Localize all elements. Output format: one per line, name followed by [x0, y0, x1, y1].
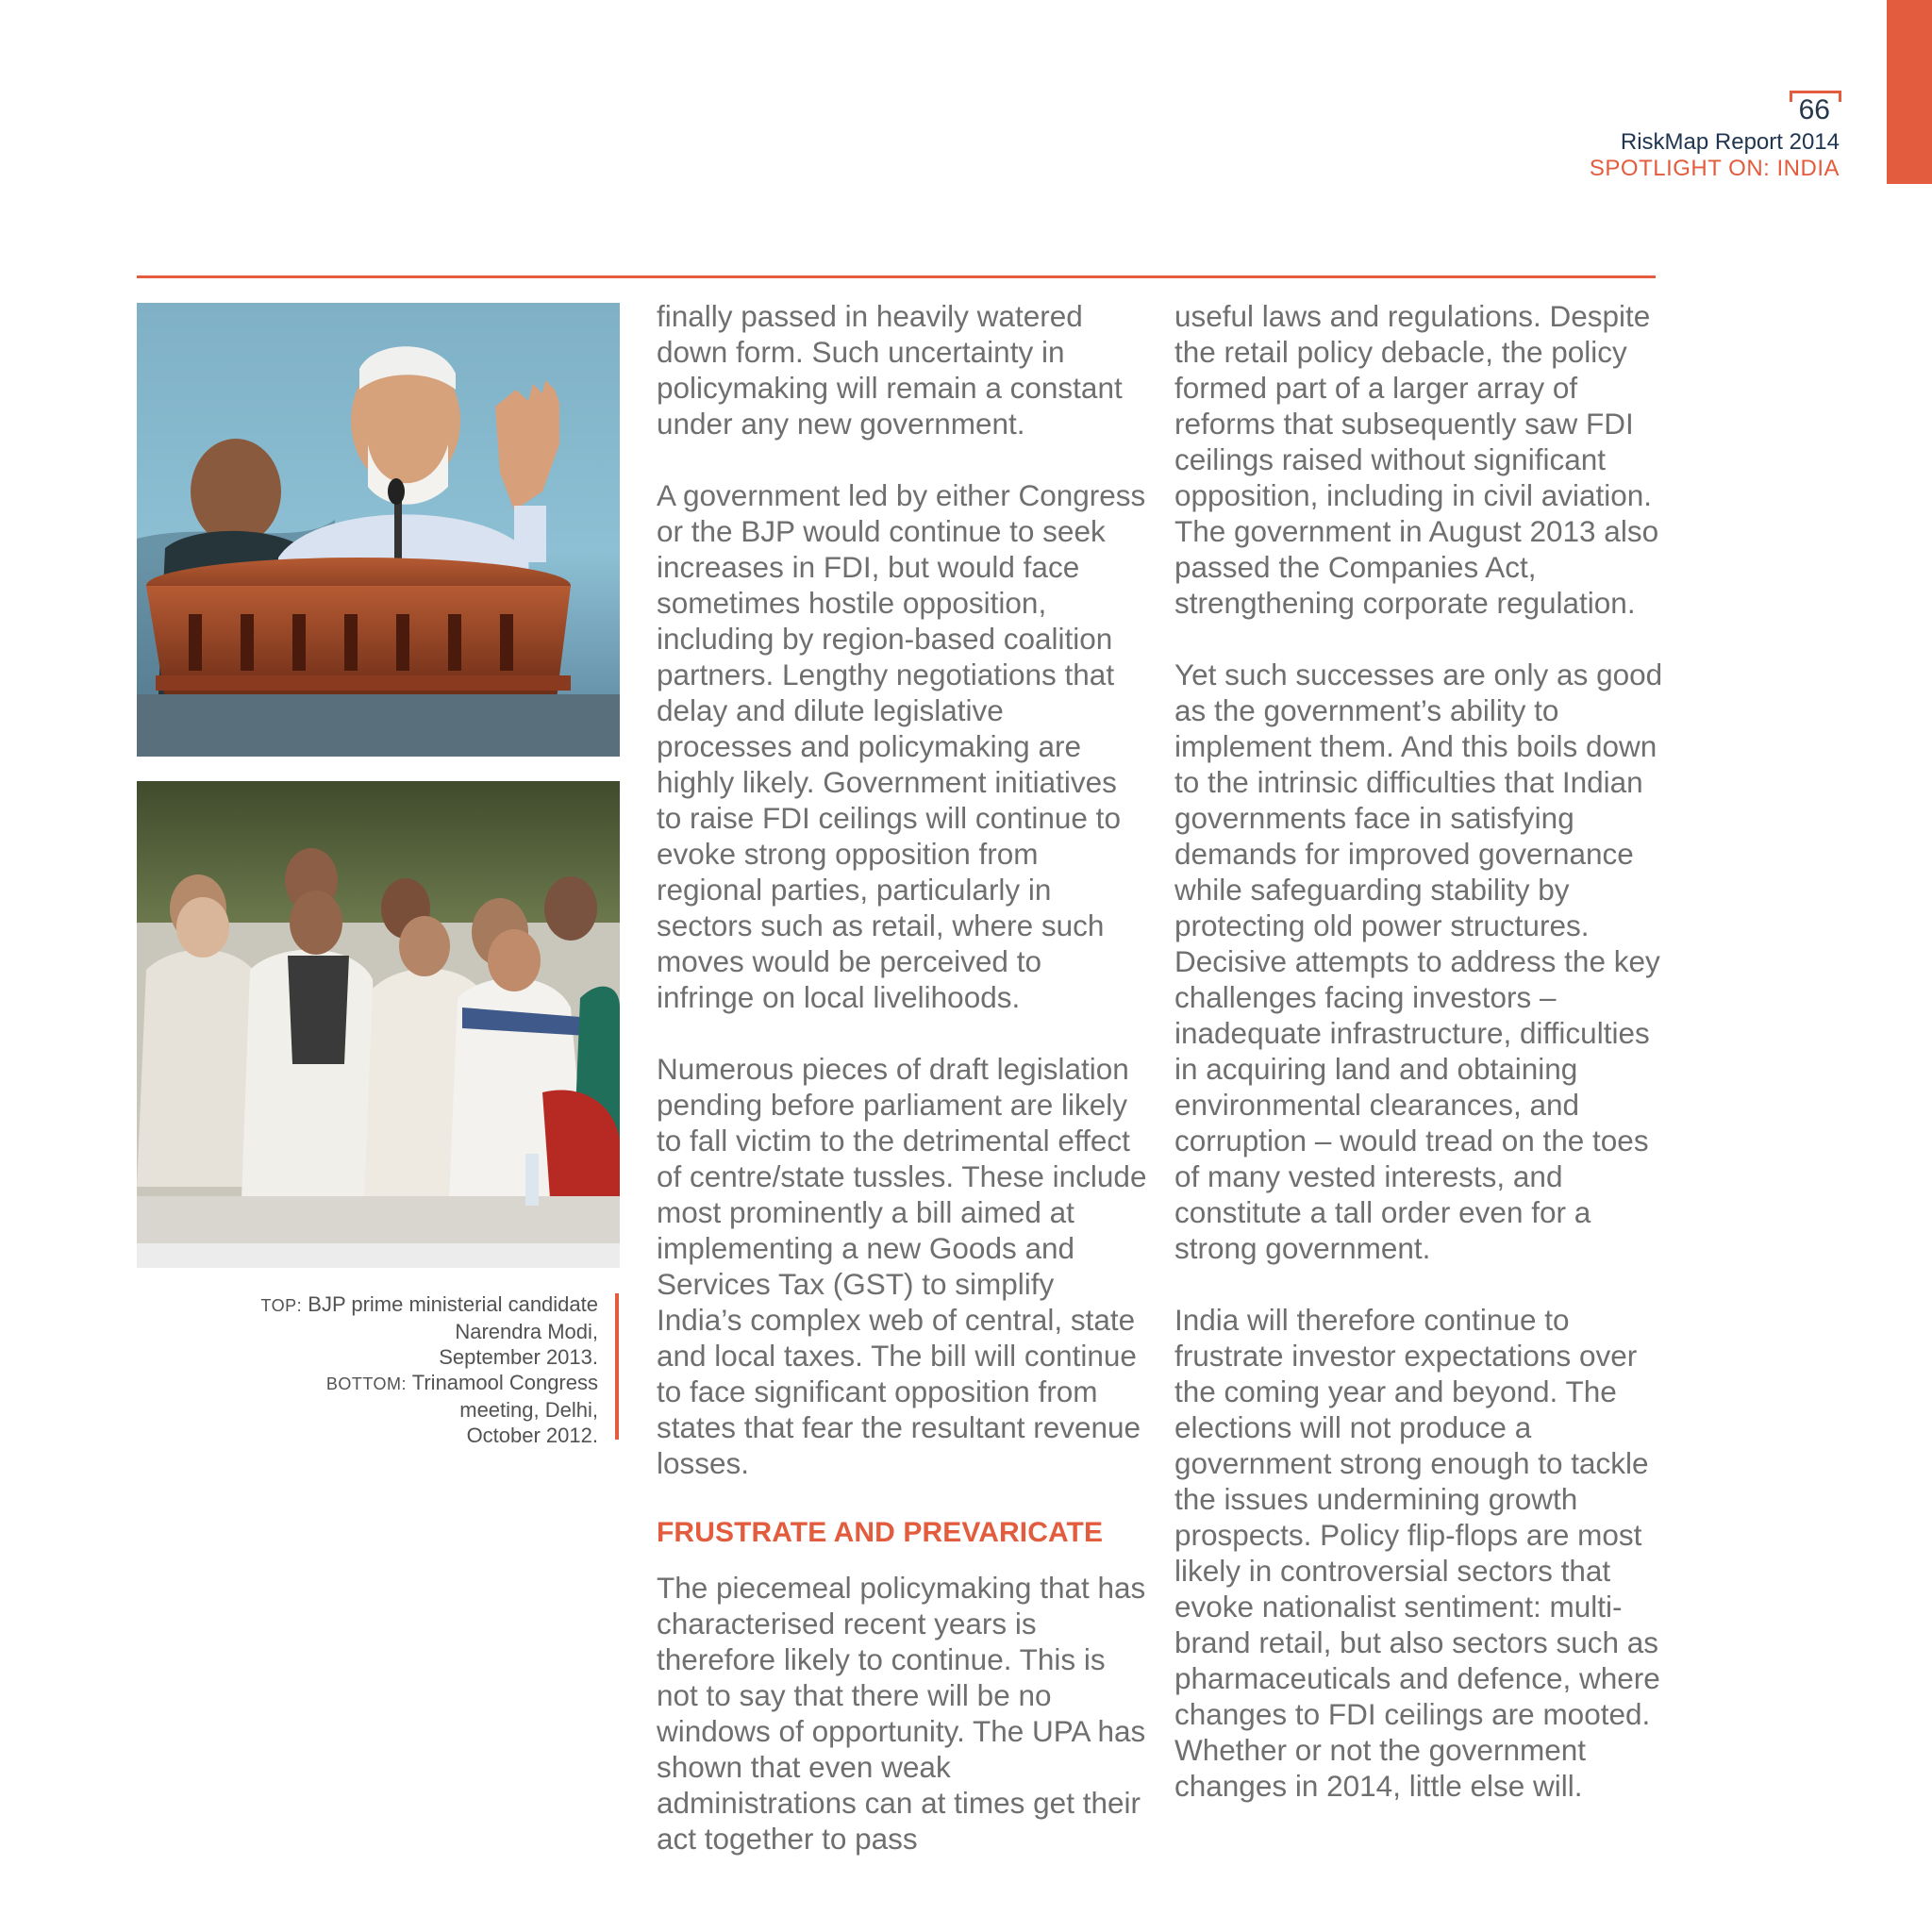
bottom-photo: [137, 781, 620, 1268]
page-number-box: [1790, 91, 1840, 126]
corner-tab: [1887, 0, 1932, 184]
caption-bottom-line2: meeting, Delhi,: [459, 1398, 598, 1422]
photo-caption: [198, 1291, 598, 1448]
top-photo-illustration: [137, 303, 620, 757]
caption-bottom-line3: October 2012.: [466, 1424, 598, 1447]
middle-paragraph-3: Numerous pieces of draft legislation pending before parliament are likely to fall victim to the detrimental effect of centre/state tussles. These include most prominently a bill aimed at implementing a new Goods and Services Tax (GST) to simplify India’s complex web of central, state and local taxes. The bill will continue to face significant opposition from states that fear the resultant revenue losses.: [657, 1052, 1147, 1480]
middle-paragraph-4: The piecemeal policymaking that has characterised recent years is therefore likely to continue. This is not to say that there will be no windows of opportunity. The UPA has shown that even weak administrations can at times get their act together to pass: [657, 1571, 1146, 1856]
caption-rule: [615, 1293, 619, 1440]
caption-top-line1: [198, 1291, 598, 1319]
middle-paragraph-1: finally passed in heavily watered down form. Such uncertainty in policymaking will remain a constant under any new government.: [657, 299, 1123, 441]
page-header: [1590, 91, 1840, 182]
right-paragraph-2: Yet such successes are only as good as the government’s ability to implement them. And this boils down to the intrinsic difficulties that Indian governments face in satisfying demands for improved governance while safeguarding stability by protecting old power structures. Decisive attempts to address the key challenges facing investors – inadequate infrastructure, difficulties in acquiring land and obtaining environmental clearances, and corruption – would tread on the toes of many vested interests, and constitute a tall order even for a strong government.: [1174, 658, 1663, 1265]
page-number: 66: [1798, 94, 1830, 125]
top-divider: [137, 275, 1656, 278]
caption-top-label: TOP:: [260, 1296, 303, 1315]
section-label: SPOTLIGHT ON: INDIA: [1589, 156, 1840, 181]
right-column: [1174, 298, 1665, 1840]
top-photo: [137, 303, 620, 757]
report-title: RiskMap Report 2014: [1620, 129, 1840, 155]
caption-top-text: BJP prime ministerial candidate: [308, 1292, 598, 1316]
caption-bottom-line1: [198, 1370, 598, 1397]
right-paragraph-1: useful laws and regulations. Despite the retail policy debacle, the policy formed part of a larger array of reforms that subsequently saw FDI ceilings raised without significant opposition, including in civil aviation. The government in August 2013 also passed the Companies Act, strengthening corporate regulation.: [1174, 299, 1659, 620]
subheading: FRUSTRATE AND PREVARICATE: [657, 1517, 1104, 1548]
caption-bottom-text: Trinamool Congress: [411, 1371, 598, 1394]
caption-bottom-label: BOTTOM:: [325, 1374, 408, 1393]
bottom-photo-illustration: [137, 781, 620, 1243]
caption-top-line2: Narendra Modi,: [455, 1320, 598, 1343]
middle-paragraph-2: A government led by either Congress or the BJP would continue to seek increases in FDI, but would face sometimes hostile opposition, including by region-based coalition partners. Lengthy negotiations that delay and dilute legislative processes and policymaking are highly likely. Government initiatives to raise FDI ceilings will continue to evoke strong opposition from regional parties, particularly in sectors such as retail, where such moves would be perceived to infringe on local livelihoods.: [657, 478, 1146, 1014]
middle-column: [657, 298, 1147, 1892]
caption-top-line3: September 2013.: [439, 1345, 598, 1369]
right-paragraph-3: India will therefore continue to frustrate investor expectations over the coming year and beyond. The elections will not produce a government strong enough to tackle the issues undermining growth prospects. Policy flip-flops are most likely in controversial sectors that evoke nationalist sentiment: multi-brand retail, but also sectors such as pharmaceuticals and defence, where changes to FDI ceilings are mooted. Whether or not the government changes in 2014, little else will.: [1174, 1303, 1660, 1803]
